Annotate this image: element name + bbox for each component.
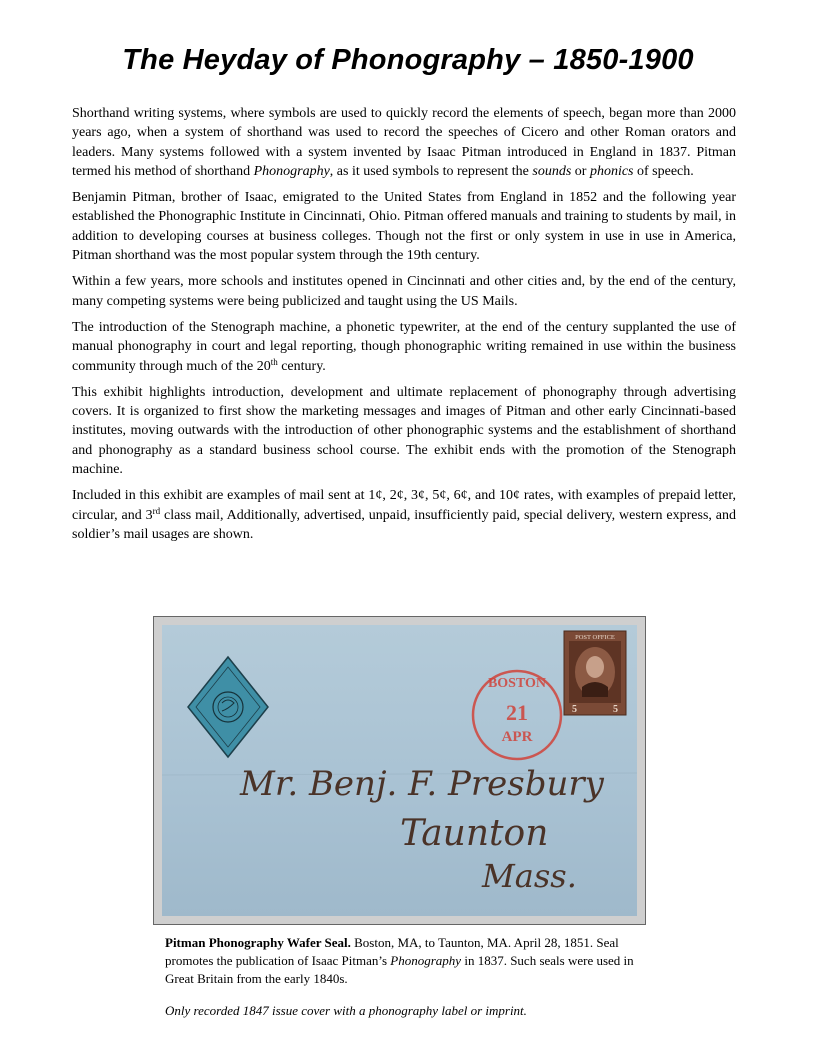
emphasis-sounds: sounds [532,163,572,179]
paragraph-exhibit-overview: This exhibit highlights introduction, development and ultimate replacement of phonography through advertising covers. It is organized to first show the marketing messages and images of Pitman and other early Cincinnati-based institutes, moving outwards with the introduction of other phonographic systems and the establishment of shorthand and phonography as a standard business school course. The exhibit ends with the promotion of the Stenograph machine. [72,384,736,478]
caption-text: in 1837. Such seals were used in Great Britain from the early 1840s. [165,953,634,986]
emphasis-phonics: phonics [589,163,634,179]
paragraph-benjamin-pitman: Benjamin Pitman, brother of Isaac, emigrated to the United States from England in 1852 and the following year established the Phonographic Institute in Cincinnati, Ohio. Pitman offered manuals and training to students by mail, in addition to developing courses at business colleges. Though not the first or only system in use in use in America, Pitman shorthand was the most popular system through the 19th century. [72,190,736,264]
postmark-day: 21 [506,700,528,725]
figure-caption [165,934,665,1020]
stamp-value-right: 5 [613,704,618,715]
text-run: , as it used symbols to represent the [329,163,533,179]
caption-description [165,934,665,988]
cover-image-frame [153,616,646,925]
stamp-value-left: 5 [572,704,577,715]
text-run: century. [277,358,326,374]
five-cent-stamp [564,631,626,715]
caption-emphasis: Phonography [390,953,462,968]
handwritten-address [239,764,605,895]
paragraph-shorthand-history [72,104,736,181]
postmark-town: BOSTON [487,676,547,691]
caption-lead: Pitman Phonography Wafer Seal. [165,935,351,950]
text-run: or [571,163,590,179]
cover-illustration [162,625,637,916]
superscript: rd [152,505,161,516]
caption-note: Only recorded 1847 issue cover with a phonography label or imprint. [165,1003,527,1018]
text-run: Shorthand writing systems, where symbols are used to quickly record the elements of speech, began more than 2000 years ago, when a system of shorthand was used to record the speeches of Cicero and other Roman orators and leaders. Many systems followed with a system invented by Isaac Pitman introduced in England in 1837. Pitman termed his method of shorthand [72,106,736,179]
address-line-1: Mr. Benj. F. Presbury [240,764,604,804]
address-line-2: Taunton [400,813,549,854]
paragraph-stenograph [72,318,736,376]
text-run: of speech. [633,163,694,179]
emphasis-phonography: Phonography [253,163,330,179]
address-line-3: Mass. [482,857,577,895]
postmark-month: APR [501,729,533,745]
page-title: The Heyday of Phonography – 1850-1900 [122,44,694,76]
wafer-seal-label [188,657,268,757]
text-run: The introduction of the Stenograph machine, a phonetic typewriter, at the end of the century supplanted the use of manual phonography in court and legal reporting, though phonographic writing remained in use within the business community through much of the 20 [72,319,736,374]
text-run: class mail, Additionally, advertised, unpaid, insufficiently paid, special delivery, western express, and soldier’s mail usages are shown. [72,507,737,542]
caption-text: Boston, MA, to Taunton, MA. April 28, 1851. Seal promotes the publication of Isaac Pitman’s [165,935,619,968]
boston-postmark [473,671,561,759]
intro-text [72,104,736,551]
paragraph-rates [72,486,736,544]
paragraph-schools: Within a few years, more schools and institutes opened in Cincinnati and other cities and, by the end of the century, many competing systems were being publicized and taught using the US Mails. [72,274,736,309]
text-run: Included in this exhibit are examples of mail sent at 1¢, 2¢, 3¢, 5¢, 6¢, and 10¢ rates, with examples of prepaid letter, circular, and 3 [72,488,736,523]
stamp-top-text: POST OFFICE [575,634,615,641]
superscript: th [270,356,278,367]
postal-cover-image [162,625,637,916]
